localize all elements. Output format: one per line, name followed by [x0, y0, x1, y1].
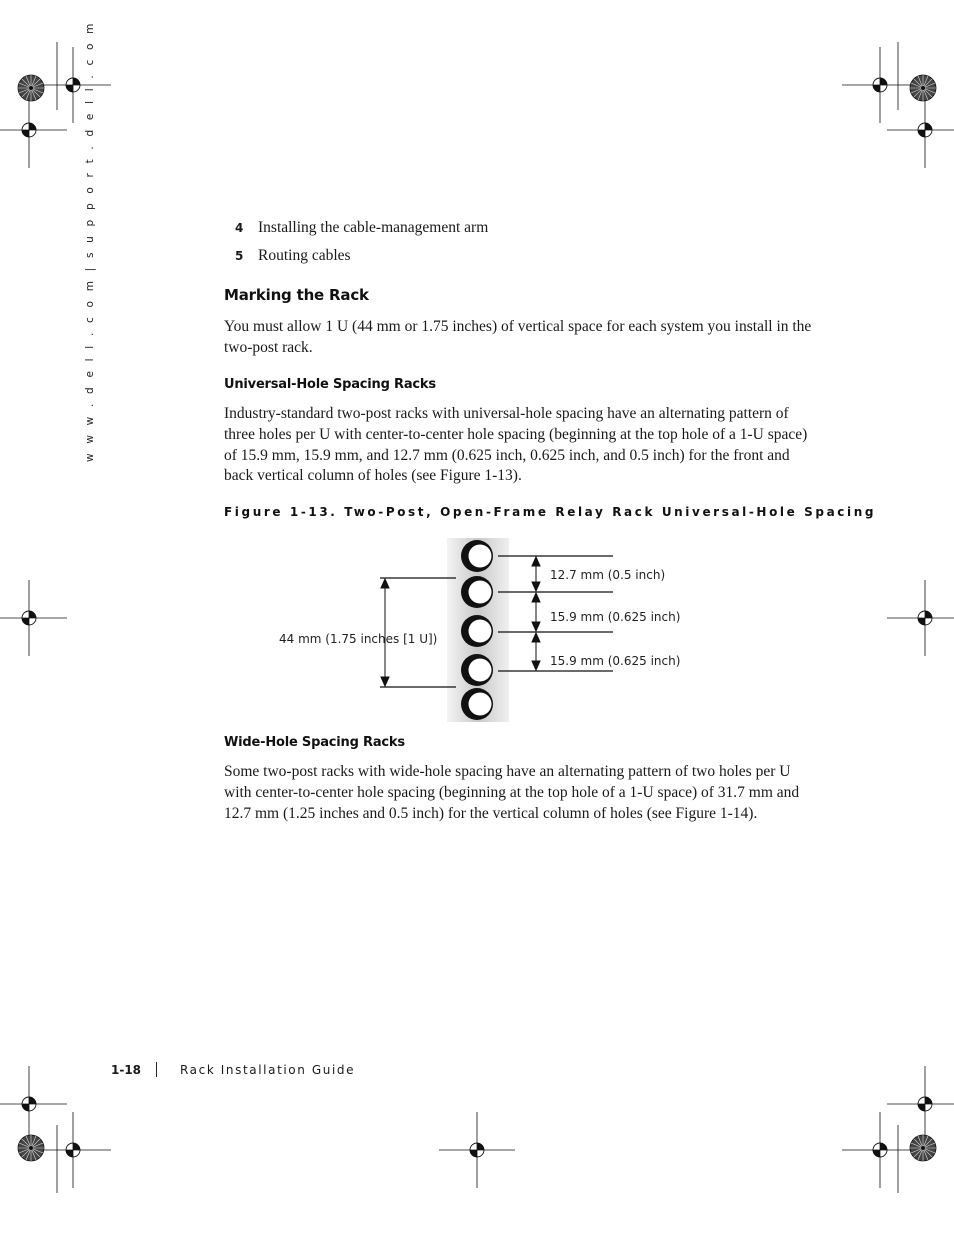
- crop-mark-mid-left: [0, 580, 67, 656]
- spacing-label-middle: 15.9 mm (0.625 inch): [550, 610, 681, 624]
- rack-hole: [461, 615, 493, 647]
- universal-heading: Universal-Hole Spacing Racks: [224, 377, 436, 392]
- crop-mark-top-right: [842, 42, 954, 168]
- step-number: 4: [235, 221, 244, 235]
- rack-hole: [461, 576, 493, 608]
- section-intro: You must allow 1 U (44 mm or 1.75 inches) of vertical space for each system you install in the two-post rack.: [224, 318, 812, 356]
- rack-hole-diagram: [270, 536, 700, 726]
- rack-hole: [461, 654, 493, 686]
- crop-mark-bottom-right: [842, 1066, 954, 1193]
- spacing-label-bottom: 15.9 mm (0.625 inch): [550, 654, 681, 668]
- footer-divider: [156, 1062, 157, 1077]
- figure-caption: Figure 1-13. Two-Post, Open-Frame Relay Rack Universal-Hole Spacing: [224, 505, 877, 519]
- sidebar-url: w w w . d e l l . c o m | s u p p o r t . d e l l . c o m: [84, 20, 96, 462]
- unit-height-label: 44 mm (1.75 inches [1 U]): [279, 632, 438, 646]
- universal-body: Industry-standard two-post racks with universal-hole spacing have an alternating pattern of three holes per U with center-to-center hole spacing (beginning at the top hole of a 1-U space) of 15.9 mm, 15.9 mm, and 12.7 mm (0.625 inch, 0.625 inch, and 0.5 inch) for the front and back vertical column of holes (see Figure 1-13).: [224, 405, 808, 485]
- step-text: Routing cables: [258, 247, 351, 264]
- step-item: [235, 219, 488, 237]
- step-number: 5: [235, 249, 244, 263]
- wide-heading: Wide-Hole Spacing Racks: [224, 735, 405, 750]
- page-number: 1-18: [111, 1063, 142, 1077]
- rack-hole: [461, 540, 493, 572]
- wide-body: Some two-post racks with wide-hole spacing have an alternating pattern of two holes per U with center-to-center hole spacing (beginning at the top hole of a 1-U space) of 31.7 mm and 12.7 mm (1.25 inches and 0.5 inch) for the vertical column of holes (see Figure 1-14).: [224, 763, 800, 822]
- spacing-label-top: 12.7 mm (0.5 inch): [550, 568, 666, 582]
- rack-hole: [461, 688, 493, 720]
- crop-mark-bottom-center: [439, 1112, 515, 1188]
- guide-title: Rack Installation Guide: [180, 1063, 356, 1077]
- step-item: [235, 247, 351, 265]
- crop-mark-bottom-left: [0, 1066, 111, 1193]
- section-title: Marking the Rack: [224, 286, 369, 304]
- step-text: Installing the cable-management arm: [258, 219, 489, 236]
- crop-mark-mid-right: [887, 580, 954, 656]
